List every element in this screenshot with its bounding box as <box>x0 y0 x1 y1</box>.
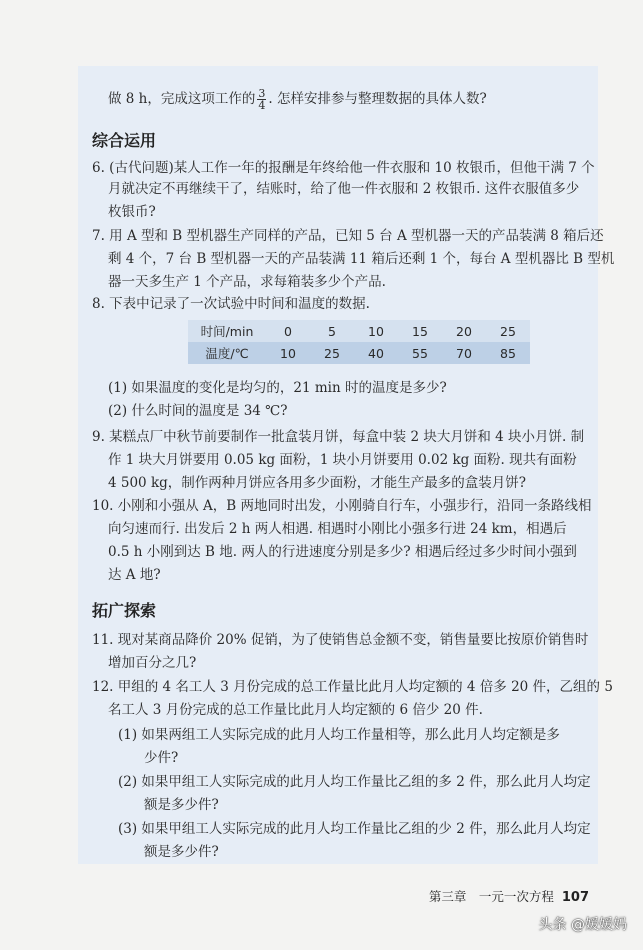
chapter-title: 第三章 一元一次方程 <box>428 889 554 904</box>
problem-12-sub-3-line-1: (3) 如果甲组工人实际完成的此月人均工作量比乙组的少 2 件，那么此月人均定 <box>118 821 591 837</box>
page-number: 107 <box>561 890 589 905</box>
problem-6-line-2: 月就决定不再继续干了，结账时，给了他一件衣服和 2 枚银币. 这件衣服值多少 <box>108 181 580 197</box>
problem-8-sub-1: (1) 如果温度的变化是均匀的，21 min 时的温度是多少? <box>108 380 447 396</box>
problem-11-line-1: 11. 现对某商品降价 20% 促销，为了使销售总金额不变，销售量要比按原价销售时 <box>92 632 589 648</box>
table-cell: 20 <box>442 320 486 342</box>
problem-6-line-3: 枚银币? <box>108 204 156 220</box>
problem-10-line-2: 向匀速而行. 出发后 2 h 两人相遇. 相遇时小刚比小强多行进 24 km，相遇后 <box>108 521 567 537</box>
table-row-temperature <box>188 342 530 364</box>
problem-12-sub-3-line-2: 额是多少件? <box>144 844 219 860</box>
problem-6-line-1: 6. (古代问题)某人工作一年的报酬是年终给他一件衣服和 10 枚银币，但他干满 7 个 <box>92 160 595 176</box>
problem-10-line-4: 达 A 地? <box>108 567 161 583</box>
page-footer <box>429 887 589 905</box>
problem-12-sub-1-line-1: (1) 如果两组工人实际完成的此月人均工作量相等，那么此月人均定额是多 <box>118 727 560 743</box>
problem-12-sub-2-line-2: 额是多少件? <box>144 797 219 813</box>
intro-text-1: 做 8 h，完成这项工作的 <box>108 91 256 107</box>
problem-9-line-2: 作 1 块大月饼要用 0.05 kg 面粉，1 块小月饼要用 0.02 kg 面粉. 现共有面粉 <box>108 452 577 468</box>
table-cell: 15 <box>398 320 442 342</box>
table-cell: 10 <box>354 320 398 342</box>
problem-7-line-2: 剩 4 个，7 台 B 型机器一天的产品装满 11 箱后还剩 1 个，每台 A 型机器比 B 型机 <box>108 251 615 267</box>
section-heading-extend: 拓广探索 <box>92 601 157 620</box>
problem-7-line-1: 7. 用 A 型和 B 型机器生产同样的产品，已知 5 台 A 型机器一天的产品装满 8 箱后还 <box>92 228 604 244</box>
intro-text-2: . 怎样安排参与整理数据的具体人数? <box>268 91 487 107</box>
problem-8-sub-2: (2) 什么时间的温度是 34 ℃? <box>108 403 288 419</box>
problem-11-line-2: 增加百分之几? <box>108 655 197 671</box>
table-cell: 5 <box>310 320 354 342</box>
table-cell: 40 <box>354 342 398 364</box>
problem-10-line-3: 0.5 h 小刚到达 B 地. 两人的行进速度分别是多少? 相遇后经过多少时间小强到 <box>108 544 577 560</box>
problem-12-sub-2-line-1: (2) 如果甲组工人实际完成的此月人均工作量比乙组的多 2 件，那么此月人均定 <box>118 774 591 790</box>
table-cell: 85 <box>486 342 530 364</box>
problem-9-line-3: 4 500 kg，制作两种月饼应各用多少面粉，才能生产最多的盒装月饼? <box>108 475 526 491</box>
table-row-time <box>188 320 530 342</box>
table-cell: 10 <box>266 342 310 364</box>
fraction-numerator: 3 <box>258 87 266 100</box>
problem-7-line-3: 器一天多生产 1 个产品，求每箱装多少个产品. <box>108 274 386 290</box>
table-cell: 25 <box>310 342 354 364</box>
problem-10-line-1: 10. 小刚和小强从 A，B 两地同时出发，小刚骑自行车，小强步行，沿同一条路线相 <box>92 498 592 514</box>
problem-12-line-1: 12. 甲组的 4 名工人 3 月份完成的总工作量比此月人均定额的 4 倍多 20 件，乙组的 5 <box>92 679 613 695</box>
table-cell: 55 <box>398 342 442 364</box>
table-cell: 70 <box>442 342 486 364</box>
fraction-denominator: 4 <box>258 99 266 112</box>
fraction <box>257 88 266 111</box>
problem-12-sub-1-line-2: 少件? <box>144 750 179 766</box>
table-header-time: 时间/min <box>188 320 266 342</box>
watermark: 头条 @媛媛妈 <box>538 917 627 933</box>
table-cell: 0 <box>266 320 310 342</box>
time-temperature-table <box>188 320 530 364</box>
table-cell: 25 <box>486 320 530 342</box>
problem-9-line-1: 9. 某糕点厂中秋节前要制作一批盒装月饼，每盒中装 2 块大月饼和 4 块小月饼. 制 <box>92 429 585 445</box>
problem-12-line-2: 名工人 3 月份完成的总工作量比此月人均定额的 6 倍少 20 件. <box>108 702 483 718</box>
problem-8-line-1: 8. 下表中记录了一次试验中时间和温度的数据. <box>92 296 370 312</box>
table-header-temperature: 温度/℃ <box>188 342 266 364</box>
section-heading-comprehensive: 综合运用 <box>92 131 157 150</box>
intro-line <box>108 88 487 111</box>
